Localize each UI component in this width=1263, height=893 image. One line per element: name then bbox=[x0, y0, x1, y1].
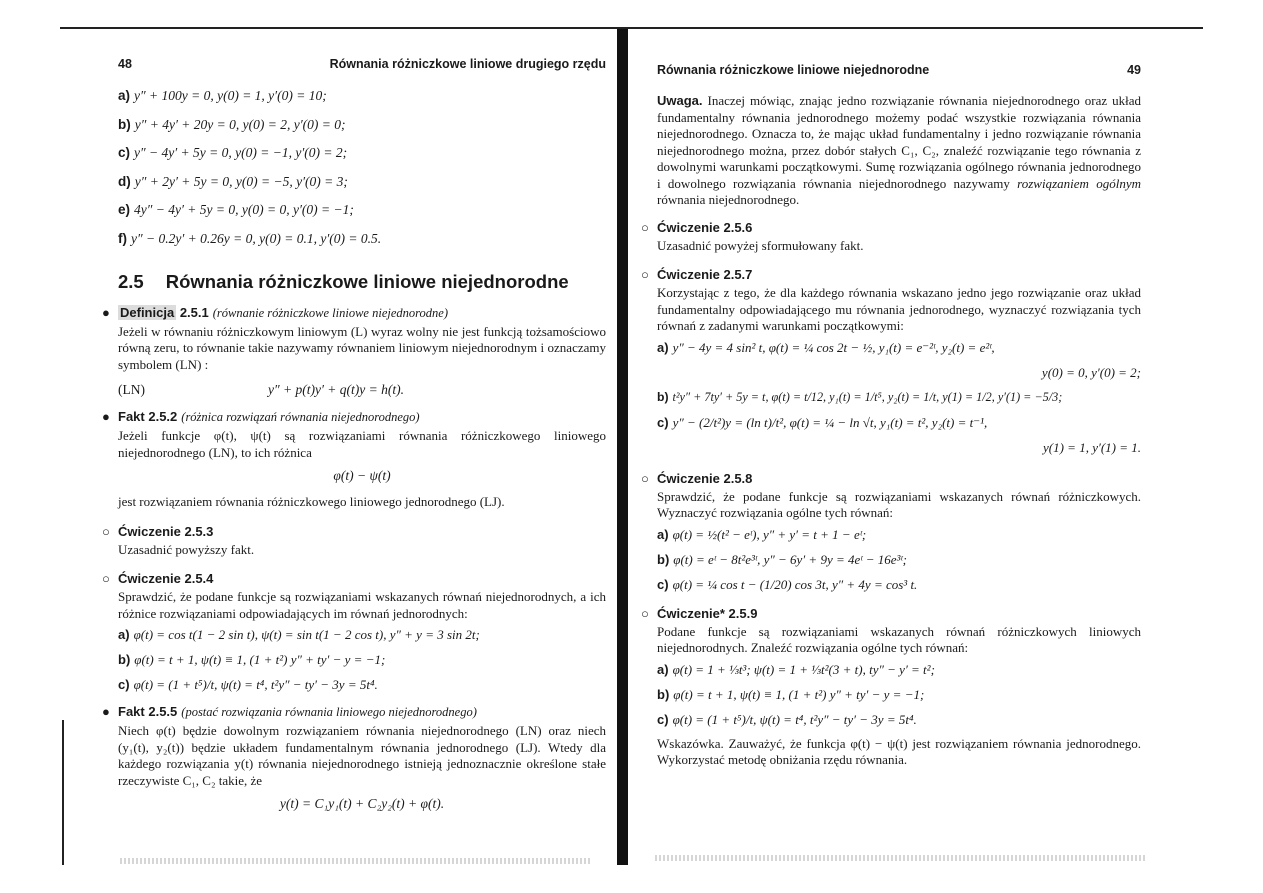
cwiczenie-256-heading: ○ Ćwiczenie 2.5.6 bbox=[641, 219, 753, 235]
cwiczenie-257-text: Korzystając z tego, że dla każdego równania wskazano jedno jego rozwiązanie oraz układ fundamentalny odpowiadającego mu równania jednorodnego, wyznaczyć rozwiązania tych równań z zadanymi warunkami początkowymi: bbox=[657, 285, 1141, 333]
cwiczenie-257-a-cond: y(0) = 0, y′(0) = 2; bbox=[1041, 364, 1141, 380]
cwiczenie-259-c: c) φ(t) = (1 + t⁵)/t, ψ(t) = t⁴, t²y″ − ty′ − 3y = 5t⁴. bbox=[657, 711, 917, 727]
fakt-255-equation: y(t) = C₁y₁(t) + C₂y₂(t) + φ(t). bbox=[279, 796, 445, 811]
problem-f: f) y″ − 0.2y′ + 0.26y = 0, y(0) = 0.1, y′(0) = 0.5. bbox=[118, 230, 382, 246]
fakt-252-text: Jeżeli funkcje φ(t), ψ(t) są rozwiązaniami równania różniczkowego liniowego niejednorodnego (LN), to ich różnica bbox=[118, 428, 606, 460]
cwiczenie-259-text: Podane funkcje są rozwiązaniami wskazanych równań różniczkowych liniowych niejednorodnych. Znaleźć rozwiązania ogólne tych równań: bbox=[657, 623, 1141, 655]
cwiczenie-257-b: b) t²y″ + 7ty′ + 5y = t, φ(t) = t/12, y₁(t) = 1/t⁵, y₂(t) = 1/t, y(1) = 1/2, y′(1) = −5/3; bbox=[657, 389, 1063, 404]
problem-c: c) y″ − 4y′ + 5y = 0, y(0) = −1, y′(0) = 2; bbox=[118, 145, 348, 160]
scan-noise bbox=[655, 855, 1145, 861]
running-title: Równania różniczkowe liniowe niejednorodne bbox=[657, 63, 930, 77]
cwiczenie-259-b: b) φ(t) = t + 1, ψ(t) ≡ 1, (1 + t²) y″ + ty′ − y = −1; bbox=[657, 686, 925, 702]
fakt-255-heading: ● Fakt 2.5.5 (postać rozwiązania równania liniowego niejednorodnego) bbox=[102, 704, 477, 719]
top-rule bbox=[60, 27, 1203, 29]
fakt-252-heading: ● Fakt 2.5.2 (różnica rozwiązań równania niejednorodnego) bbox=[102, 409, 420, 424]
cwiczenie-259-hint: Wskazówka. Zauważyć, że funkcja φ(t) − ψ(t) jest rozwiązaniem równania jednorodnego. Wykorzystać metodę obniżania rzędu równania. bbox=[657, 735, 1141, 767]
book-spine bbox=[617, 29, 628, 865]
cwiczenie-258-text: Sprawdzić, że podane funkcje są rozwiązaniami wskazanych równań różniczkowych. Wyznaczyć rozwiązania ogólne tych równań: bbox=[657, 488, 1141, 520]
cwiczenie-254-b: b) φ(t) = t + 1, ψ(t) ≡ 1, (1 + t²) y″ + ty′ − y = −1; bbox=[118, 652, 386, 667]
cwiczenie-257-c: c) y″ − (2/t²)y = (ln t)/t², φ(t) = ¼ − ln √t, y₁(t) = t², y₂(t) = t⁻¹, bbox=[657, 414, 988, 430]
right-page bbox=[641, 56, 1141, 773]
problem-d: d) y″ + 2y′ + 5y = 0, y(0) = −5, y′(0) = 3; bbox=[118, 173, 348, 189]
definition-text: Jeżeli w równaniu różniczkowym liniowym (L) wyraz wolny nie jest funkcją tożsamościowo równą zeru, to równanie takie nazywamy równaniem liniowym niejednorodnym i oznaczamy symbolem (LN) : bbox=[118, 323, 606, 372]
page-number: 49 bbox=[1127, 63, 1141, 77]
uwaga-text: Uwaga. Inaczej mówiąc, znając jedno rozwiązanie równania niejednorodnego oraz układ fundamentalny równania jednorodnego możemy podać wszystkie rozwiązania równania niejednorodnego. Oznacza to, że mając układ fundamentalny i jedno rozwiązanie równania niejednorodnego można, przez dobór stałych C₁, C₂, znaleźć rozwiązanie tego równania z dowolnymi warunkami początkowymi. Sumę rozwiązania ogólnego równania jednorodnego i dowolnego rozwiązania równania niejednorodnego nazywamy rozwiązaniem ogólnym równania niejednorodnego. bbox=[657, 93, 1141, 207]
ln-equation: (LN) y″ + p(t)y′ + q(t)y = h(t). bbox=[118, 382, 404, 397]
cwiczenie-254-text: Sprawdzić, że podane funkcje są rozwiązaniami wskazanych równań niejednorodnych, a ich różnice rozwiązaniami odpowiadających im równań jednorodnych: bbox=[118, 589, 606, 621]
cwiczenie-253-text: Uzasadnić powyższy fakt. bbox=[118, 541, 255, 557]
page-edge bbox=[62, 720, 64, 865]
section-heading: 2.5 Równania różniczkowe liniowe niejednorodne bbox=[118, 270, 569, 292]
cwiczenie-254-a: a) φ(t) = cos t(1 − 2 sin t), ψ(t) = sin t(1 − 2 cos t), y″ + y = 3 sin 2t; bbox=[118, 627, 480, 642]
left-page bbox=[102, 56, 606, 822]
cwiczenie-254-c: c) φ(t) = (1 + t⁵)/t, ψ(t) = t⁴, t²y″ − ty′ − 3y = 5t⁴. bbox=[118, 677, 378, 692]
cwiczenie-254-heading: ○ Ćwiczenie 2.5.4 bbox=[102, 571, 214, 586]
cwiczenie-259-a: a) φ(t) = 1 + ⅓t³; ψ(t) = 1 + ⅓t²(3 + t), ty″ − y′ = t²; bbox=[657, 661, 935, 677]
page-number: 48 bbox=[118, 57, 132, 71]
problem-b: b) y″ + 4y′ + 20y = 0, y(0) = 2, y′(0) = 0; bbox=[118, 116, 346, 132]
cwiczenie-257-heading: ○ Ćwiczenie 2.5.7 bbox=[641, 267, 753, 282]
fakt-252-equation: φ(t) − ψ(t) bbox=[333, 468, 391, 483]
fakt-252-text2: jest rozwiązaniem równania różniczkowego liniowego jednorodnego (LJ). bbox=[118, 494, 505, 509]
left-header bbox=[118, 56, 606, 73]
fakt-255-text: Niech φ(t) będzie dowolnym rozwiązaniem równania niejednorodnego (LN) oraz niech (y₁(t), y₂(t)) będzie układem fundamentalnym równania jednorodnego (LJ). Wtedy dla każdego rozwiązania y(t) równania niejednorodnego istnieją jednoznacznie określone stałe rzeczywiste C₁, C₂ takie, że bbox=[118, 723, 606, 788]
cwiczenie-258-heading: ○ Ćwiczenie 2.5.8 bbox=[641, 470, 753, 486]
cwiczenie-258-b: b) φ(t) = eᵗ − 8t²e³ᵗ, y″ − 6y′ + 9y = 4eᵗ − 16e³ᵗ; bbox=[657, 551, 907, 567]
problem-e: e) 4y″ − 4y′ + 5y = 0, y(0) = 0, y′(0) = −1; bbox=[118, 202, 354, 217]
cwiczenie-253-heading: ○ Ćwiczenie 2.5.3 bbox=[102, 523, 214, 539]
cwiczenie-258-a: a) φ(t) = ½(t² − eᵗ), y″ + y′ = t + 1 − eᵗ; bbox=[657, 526, 867, 542]
cwiczenie-259-heading: ○ Ćwiczenie* 2.5.9 bbox=[641, 605, 758, 621]
cwiczenie-256-text: Uzasadnić powyżej sformułowany fakt. bbox=[657, 237, 864, 253]
running-title: Równania różniczkowe liniowe drugiego rzędu bbox=[329, 57, 606, 71]
cwiczenie-257-c-cond: y(1) = 1, y′(1) = 1. bbox=[1043, 439, 1141, 455]
scan-noise bbox=[120, 858, 590, 864]
right-header bbox=[657, 62, 1141, 79]
problem-a: a) y″ + 100y = 0, y(0) = 1, y′(0) = 10; bbox=[118, 88, 327, 103]
definition-heading: ● Definicja 2.5.1 (równanie różniczkowe liniowe niejednorodne) bbox=[102, 304, 449, 320]
cwiczenie-258-c: c) φ(t) = ¼ cos t − (1/20) cos 3t, y″ + 4y = cos³ t. bbox=[657, 576, 918, 592]
cwiczenie-257-a: a) y″ − 4y = 4 sin² t, φ(t) = ¼ cos 2t − ½, y₁(t) = e⁻²ᵗ, y₂(t) = e²ᵗ, bbox=[657, 339, 995, 355]
